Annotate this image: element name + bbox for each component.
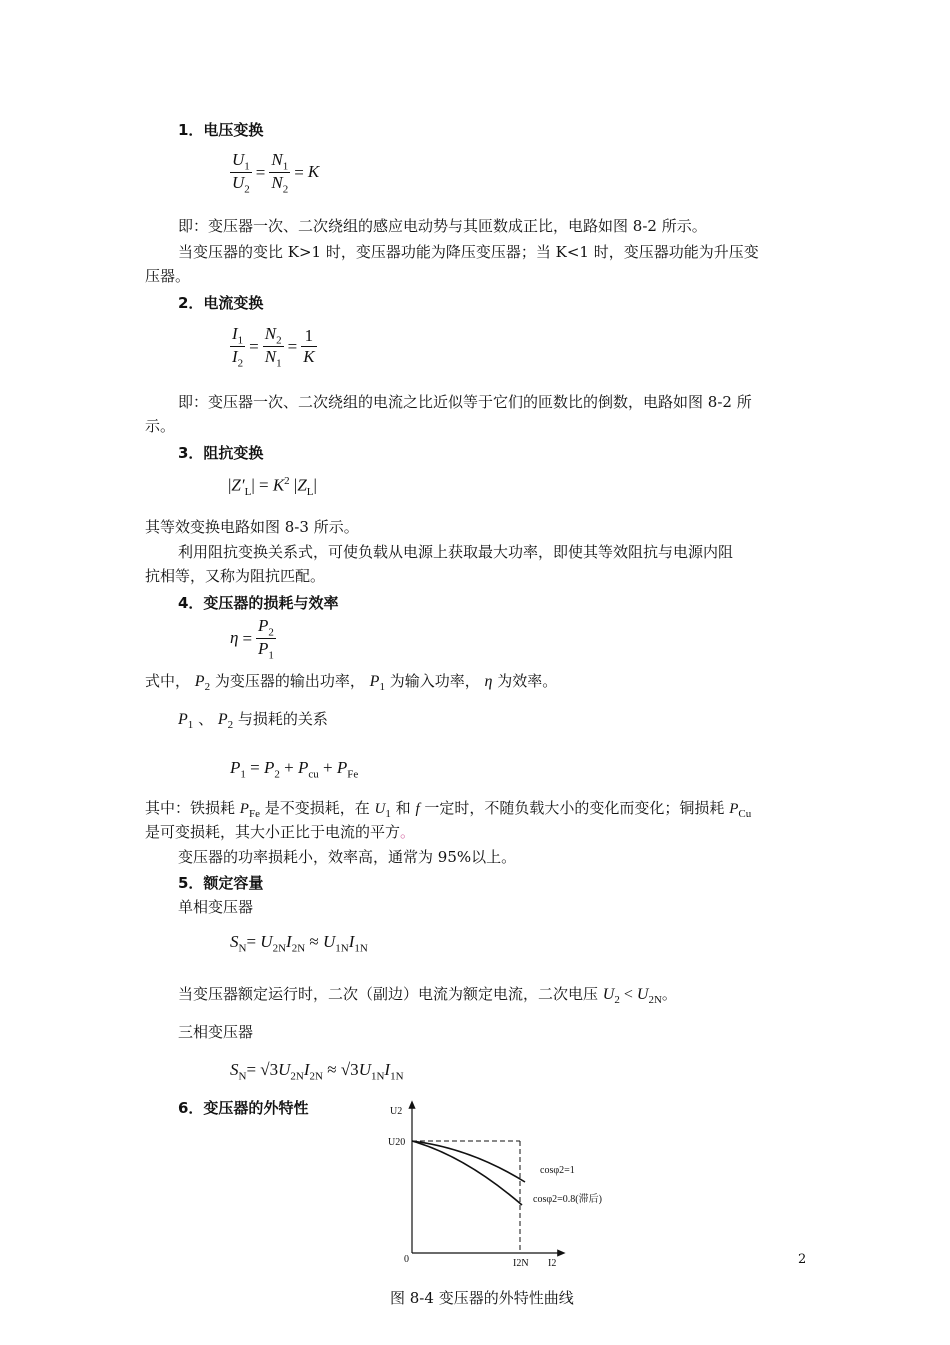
external-characteristic-chart bbox=[380, 1098, 640, 1273]
text-current-desc-2: 示。 bbox=[145, 417, 176, 435]
heading-rated-capacity: 5．额定容量 bbox=[178, 874, 264, 892]
formula-power-balance: $P_1 = P_2 + P_{cu} + P_{Fe}$ bbox=[230, 758, 359, 781]
curve2-label: cosφ2=0.8(滞后) bbox=[533, 1194, 602, 1205]
rated-suffix: 。 bbox=[661, 985, 677, 1003]
y-axis-label: U2 bbox=[390, 1106, 403, 1117]
text-impedance-circuit: 其等效变换电路如图 8-3 所示。 bbox=[145, 518, 359, 536]
formula-impedance: $|Z'_L| = K^2$ $|Z_L|$ bbox=[228, 475, 317, 499]
formula-voltage-ratio: $\frac{U_1}{U_2}$ = $\frac{N_1}{N_2}$ = K bbox=[232, 150, 320, 196]
curve-cos-08 bbox=[412, 1141, 522, 1205]
text-impedance-match-1: 利用阻抗变换关系式，可使负载从电源上获取最大功率，即使其等效阻抗与电源内阻 bbox=[178, 543, 734, 561]
loss-c: 和 bbox=[395, 799, 411, 817]
where-p2: 为变压器的输出功率， bbox=[214, 672, 365, 690]
text-efficiency-note: 变压器的功率损耗小，效率高，通常为 95%以上。 bbox=[178, 848, 517, 866]
heading-current-transform: 2．电流变换 bbox=[178, 294, 264, 312]
where-eta: 为效率。 bbox=[497, 672, 558, 690]
heading-impedance-transform: 3．阻抗变换 bbox=[178, 444, 264, 462]
page-number: 2 bbox=[798, 1252, 807, 1267]
formula-single-phase: $S_N= U_{2N}I_{2N} \approx U_{1N}I_{1N}$ bbox=[230, 932, 368, 955]
text-ratio-desc-2: 压器。 bbox=[145, 267, 191, 285]
rated-prefix: 当变压器额定运行时，二次（副边）电流为额定电流，二次电压 bbox=[178, 985, 599, 1003]
relation-sep: 、 bbox=[198, 710, 214, 728]
text-rated-operation: 当变压器额定运行时，二次（副边）电流为额定电流，二次电压 $U_2 < U_{2N}$。 bbox=[178, 985, 677, 1007]
text-loss-desc-2 bbox=[145, 821, 415, 843]
curve1-label: cosφ2=1 bbox=[540, 1165, 575, 1176]
loss-d: 一定时，不随负载大小的变化而变化；铜损耗 bbox=[424, 799, 725, 817]
text-efficiency-where: 式中， $P_2$ 为变压器的输出功率， $P_1$ 为输入功率， η 为效率。 bbox=[145, 672, 558, 694]
text-voltage-desc: 即：变压器一次、二次绕组的感应电动势与其匝数成正比，电路如图 8-2 所示。 bbox=[178, 217, 707, 235]
formula-current-ratio: $\frac{I_1}{I_2}$ = $\frac{N_2}{N_1}$ = $\frac{1}{K}$ bbox=[232, 324, 315, 370]
heading-loss-efficiency: 4．变压器的损耗与效率 bbox=[178, 594, 339, 612]
text-loss-desc-1: 其中：铁损耗 $P_{Fe}$ 是不变损耗，在 $U_1$ 和 f 一定时，不随负载大小的变化而变化；铜损耗 $P_{Cu}$ bbox=[145, 799, 752, 820]
loss-line2-end: 。 bbox=[400, 823, 416, 841]
relation-text: 与损耗的关系 bbox=[237, 710, 328, 728]
text-current-desc-1: 即：变压器一次、二次绕组的电流之比近似等于它们的匝数比的倒数，电路如图 8-2 所 bbox=[178, 393, 752, 411]
text-ratio-desc-1: 当变压器的变比 K>1 时，变压器功能为降压变压器；当 K<1 时，变压器功能为升压变 bbox=[178, 243, 759, 261]
where-prefix: 式中， bbox=[145, 672, 191, 690]
text-power-loss-relation: $P_1$ 、 $P_2$ 与损耗的关系 bbox=[178, 710, 328, 732]
x-tick-i2n: I2N bbox=[513, 1258, 529, 1269]
loss-a: 其中：铁损耗 bbox=[145, 799, 236, 817]
text-impedance-match-2: 抗相等，又称为阻抗匹配。 bbox=[145, 567, 326, 585]
text-single-phase: 单相变压器 bbox=[178, 898, 254, 916]
formula-efficiency: η = $\frac{P_2}{P_1}$ bbox=[230, 616, 274, 662]
loss-b: 是不变损耗，在 bbox=[264, 799, 370, 817]
text-three-phase: 三相变压器 bbox=[178, 1023, 254, 1041]
heading-external-characteristic: 6．变压器的外特性 bbox=[178, 1099, 309, 1117]
heading-voltage-transform: 1．电压变换 bbox=[178, 121, 264, 139]
y-tick-u20: U20 bbox=[388, 1137, 406, 1148]
where-p1: 为输入功率， bbox=[389, 672, 480, 690]
figure-caption: 图 8-4 变压器的外特性曲线 bbox=[390, 1289, 574, 1307]
formula-three-phase: $S_N= √3U_{2N}I_{2N} \approx √3U_{1N}I_{1N}$ bbox=[230, 1060, 404, 1083]
loss-line2: 是可变损耗，其大小正比于电流的平方 bbox=[145, 823, 401, 841]
x-axis-label: I2 bbox=[548, 1258, 557, 1269]
origin-label: 0 bbox=[404, 1254, 409, 1265]
